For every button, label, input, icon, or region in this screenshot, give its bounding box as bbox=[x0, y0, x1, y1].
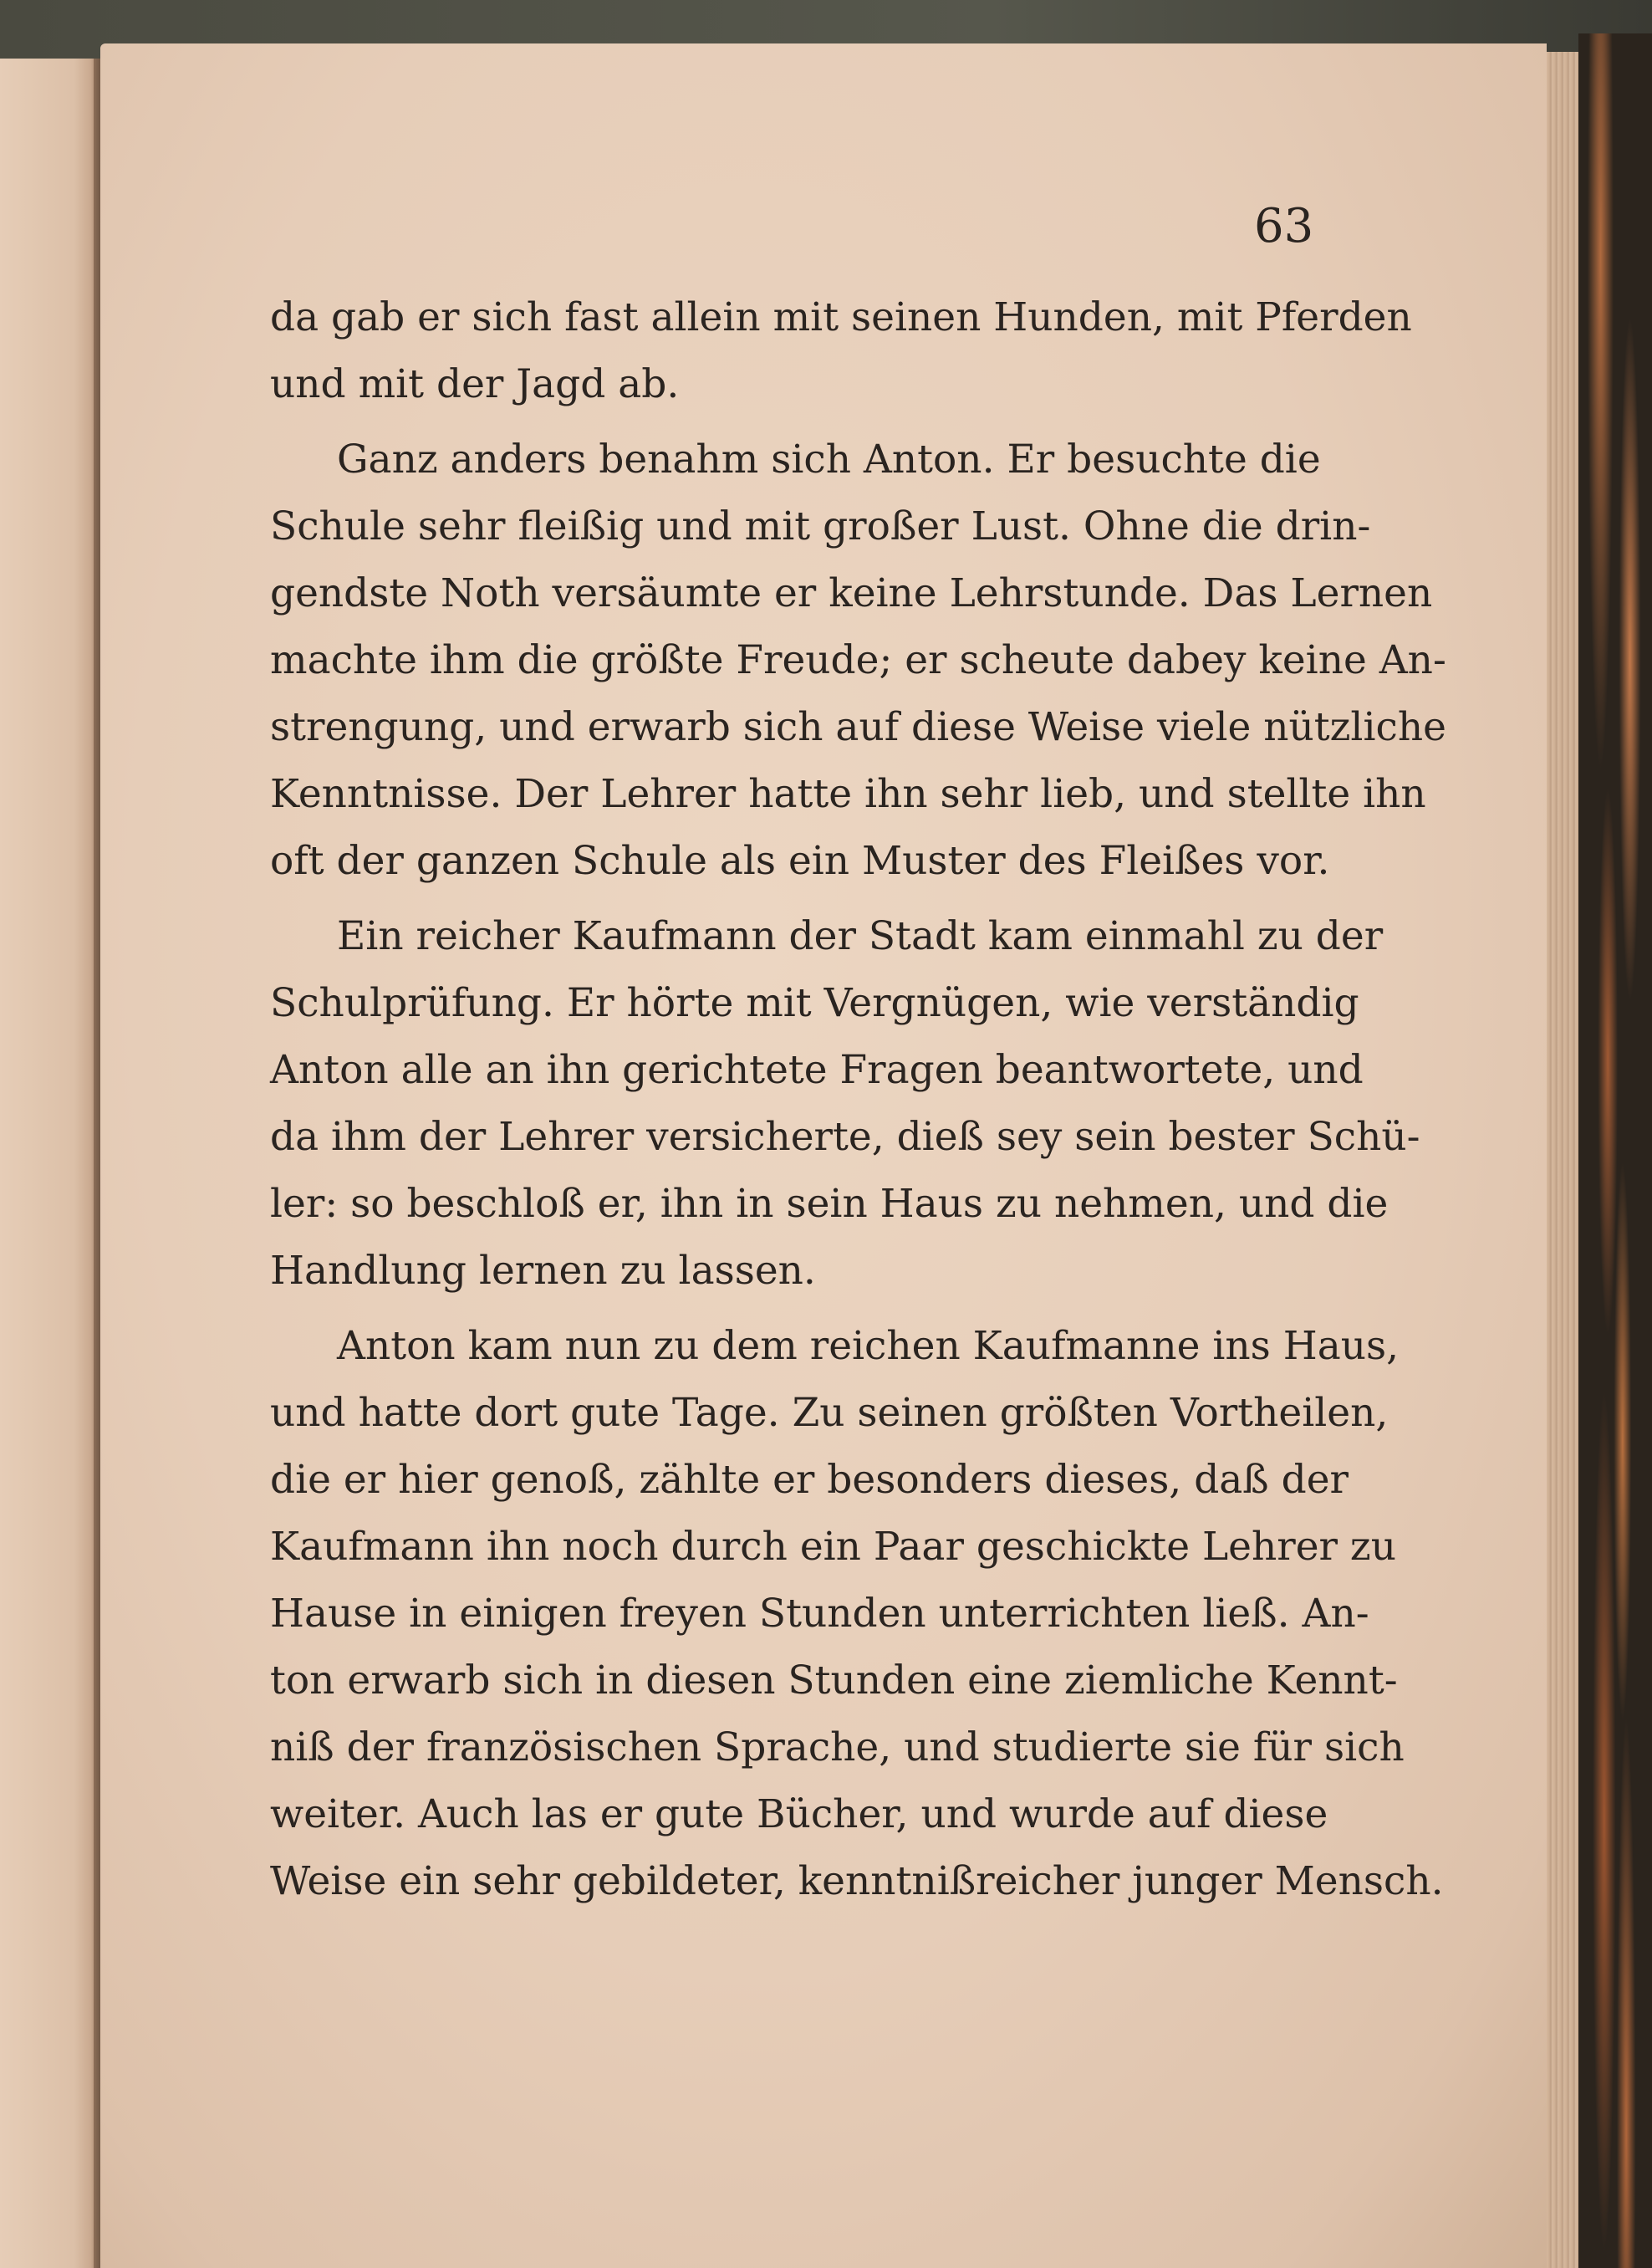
text-line: Anton alle an ihn gerichtete Fragen beantwortete, und bbox=[270, 1047, 1364, 1093]
text-line: Kenntnisse. Der Lehrer hatte ihn sehr lieb, und stellte ihn bbox=[270, 771, 1426, 817]
text-line: da gab er sich fast allein mit seinen Hunden, mit Pferden bbox=[270, 294, 1412, 340]
paragraph bbox=[270, 1313, 1444, 1915]
marbled-cover bbox=[1578, 33, 1652, 2268]
text-line: und hatte dort gute Tage. Zu seinen größten Vortheilen, bbox=[270, 1390, 1389, 1436]
text-line: die er hier genoß, zählte er besonders dieses, daß der bbox=[270, 1457, 1349, 1503]
paragraph bbox=[270, 284, 1412, 418]
text-line: Anton kam nun zu dem reichen Kaufmanne ins Haus, bbox=[337, 1323, 1400, 1369]
page-edges bbox=[1547, 52, 1578, 2268]
paragraph bbox=[270, 903, 1420, 1305]
page-number: 63 bbox=[1254, 199, 1314, 253]
text-line: gendste Noth versäumte er keine Lehrstunde. Das Lernen bbox=[270, 570, 1433, 616]
text-line: weiter. Auch las er gute Bücher, und wurde auf diese bbox=[270, 1791, 1328, 1837]
text-line: machte ihm die größte Freude; er scheute dabey keine An- bbox=[270, 637, 1446, 683]
text-line: ton erwarb sich in diesen Stunden eine ziemliche Kennt- bbox=[270, 1658, 1398, 1704]
text-line: ler: so beschloß er, ihn in sein Haus zu nehmen, und die bbox=[270, 1181, 1389, 1227]
text-line: Weise ein sehr gebildeter, kenntnißreicher junger Mensch. bbox=[270, 1858, 1444, 1904]
text-line: Ganz anders benahm sich Anton. Er besuchte die bbox=[337, 437, 1321, 483]
text-line: Handlung lernen zu lassen. bbox=[270, 1248, 816, 1294]
body-text bbox=[270, 284, 1446, 1923]
text-line: Ein reicher Kaufmann der Stadt kam einmahl zu der bbox=[337, 913, 1384, 959]
text-line: strengung, und erwarb sich auf diese Weise viele nützliche bbox=[270, 704, 1446, 750]
text-line: Kaufmann ihn noch durch ein Paar geschickte Lehrer zu bbox=[270, 1524, 1396, 1570]
left-page-edge bbox=[0, 59, 99, 2268]
text-line: niß der französischen Sprache, und studierte sie für sich bbox=[270, 1724, 1405, 1770]
text-line: Schulprüfung. Er hörte mit Vergnügen, wie verständig bbox=[270, 980, 1359, 1026]
text-line: Schule sehr fleißig und mit großer Lust. Ohne die drin- bbox=[270, 503, 1371, 549]
text-line: und mit der Jagd ab. bbox=[270, 361, 680, 407]
text-line: Hause in einigen freyen Stunden unterrichten ließ. An- bbox=[270, 1591, 1369, 1637]
paragraph bbox=[270, 427, 1446, 895]
text-line: oft der ganzen Schule als ein Muster des Fleißes vor. bbox=[270, 838, 1330, 884]
text-line: da ihm der Lehrer versicherte, dieß sey sein bester Schü- bbox=[270, 1114, 1420, 1160]
